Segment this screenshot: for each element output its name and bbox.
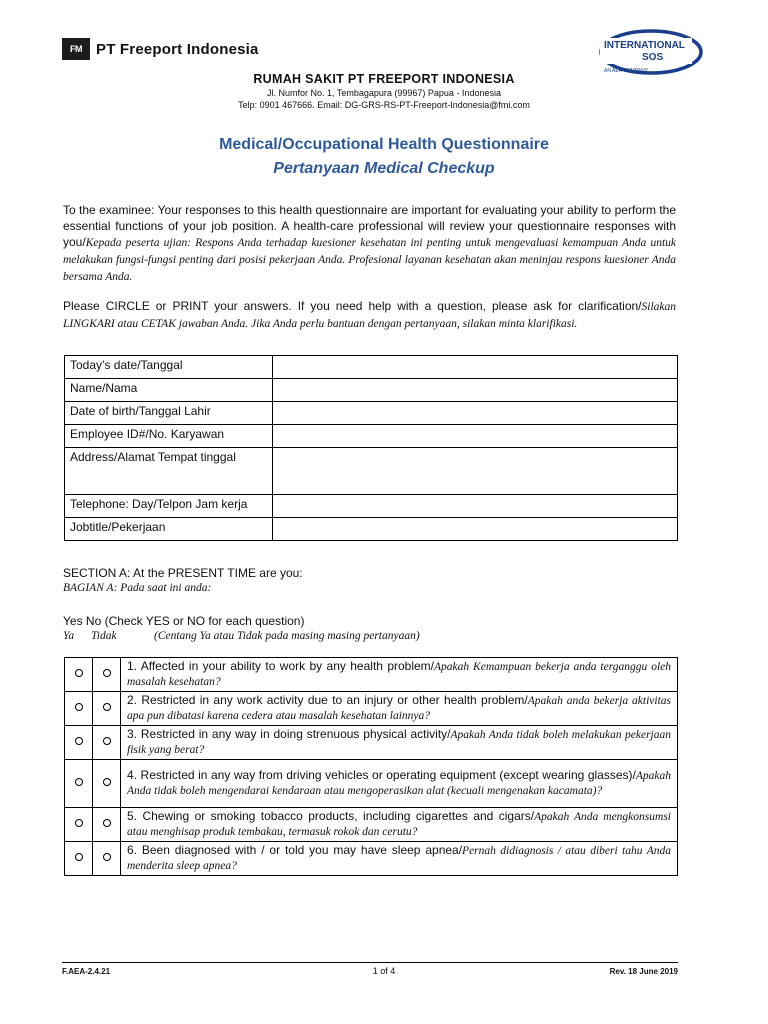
question-row-3 bbox=[65, 726, 678, 760]
circle-icon bbox=[75, 737, 83, 745]
sos-logo-line2: SOS bbox=[642, 52, 664, 63]
question-english: 2. Restricted in any work activity due to an injury or other health problem/ bbox=[127, 693, 528, 707]
circle-icon bbox=[75, 778, 83, 786]
circle-icon bbox=[75, 819, 83, 827]
freeport-logo bbox=[62, 38, 259, 60]
yes-checkbox-6[interactable] bbox=[65, 842, 93, 876]
info-value-date[interactable] bbox=[273, 356, 678, 379]
question-english: 4. Restricted in any way from driving vehicles or operating equipment (except wearing glasses)/ bbox=[127, 768, 636, 782]
question-row-1 bbox=[65, 658, 678, 692]
yes-checkbox-2[interactable] bbox=[65, 692, 93, 726]
info-row-employee-id bbox=[65, 425, 678, 448]
question-text-1 bbox=[121, 658, 678, 692]
instructions-english: Please CIRCLE or PRINT your answers. If you need help with a question, please ask for clarification/ bbox=[63, 299, 642, 313]
info-label: Date of birth/Tanggal Lahir bbox=[65, 402, 273, 425]
info-value-dob[interactable] bbox=[273, 402, 678, 425]
info-row-name bbox=[65, 379, 678, 402]
circle-icon bbox=[103, 819, 111, 827]
no-checkbox-5[interactable] bbox=[93, 808, 121, 842]
question-text-2 bbox=[121, 692, 678, 726]
sos-logo-tagline: AN AEA COMPANY bbox=[604, 68, 649, 74]
question-text-3 bbox=[121, 726, 678, 760]
question-english: 1. Affected in your ability to work by any health problem/ bbox=[127, 659, 435, 673]
info-row-address bbox=[65, 448, 678, 495]
section-a-english: SECTION A: At the PRESENT TIME are you: bbox=[63, 566, 303, 580]
yes-checkbox-1[interactable] bbox=[65, 658, 93, 692]
question-row-6 bbox=[65, 842, 678, 876]
intro-english: To the examinee: Your responses to this health questionnaire are important for evaluating your ability to perform the essential functions of your job position. A health-care professional will review your questionnaire responses with you/ bbox=[63, 203, 676, 249]
info-label: Today’s date/Tanggal bbox=[65, 356, 273, 379]
no-checkbox-6[interactable] bbox=[93, 842, 121, 876]
info-row-jobtitle bbox=[65, 518, 678, 541]
question-text-4 bbox=[121, 760, 678, 808]
info-row-telephone bbox=[65, 495, 678, 518]
question-row-2 bbox=[65, 692, 678, 726]
question-text-6 bbox=[121, 842, 678, 876]
document-subtitle: Pertanyaan Medical Checkup bbox=[273, 160, 495, 177]
question-row-4 bbox=[65, 760, 678, 808]
no-checkbox-2[interactable] bbox=[93, 692, 121, 726]
hospital-contact: Telp: 0901 467666. Email: DG-GRS-RS-PT-Freeport-Indonesia@fmi.com bbox=[238, 100, 530, 110]
info-value-address[interactable] bbox=[273, 448, 678, 495]
question-text-5 bbox=[121, 808, 678, 842]
hospital-address: Jl. Numfor No. 1, Tembagapura (99967) Papua - Indonesia bbox=[267, 88, 501, 98]
ya-label: Ya bbox=[63, 630, 75, 642]
section-a-indonesian: BAGIAN A: Pada saat ini anda: bbox=[63, 582, 212, 594]
question-indonesian: Apakah Anda tidak boleh mengendarai kendaraan atau mengoperasikan alat (kecuali mengenakan kacamata)? bbox=[127, 770, 671, 797]
circle-icon bbox=[75, 703, 83, 711]
hospital-name: RUMAH SAKIT PT FREEPORT INDONESIA bbox=[253, 72, 515, 86]
circle-icon bbox=[103, 669, 111, 677]
form-code: F.AEA-2.4.21 bbox=[62, 967, 111, 976]
yes-checkbox-5[interactable] bbox=[65, 808, 93, 842]
yes-no-instructions bbox=[63, 614, 420, 644]
question-english: 3. Restricted in any way in doing strenuous physical activity/ bbox=[127, 727, 451, 741]
info-label: Name/Nama bbox=[65, 379, 273, 402]
info-value-name[interactable] bbox=[273, 379, 678, 402]
circle-icon bbox=[103, 737, 111, 745]
question-indonesian: Pernah didiagnosis / atau diberi tahu Anda menderita sleep apnea? bbox=[127, 845, 671, 872]
info-value-telephone[interactable] bbox=[273, 495, 678, 518]
no-checkbox-1[interactable] bbox=[93, 658, 121, 692]
circle-icon bbox=[103, 703, 111, 711]
personal-info-table bbox=[64, 355, 678, 541]
circle-icon bbox=[75, 669, 83, 677]
question-indonesian: Apakah Anda mengkonsumsi atau menghisap produk tembakau, termasuk rokok dan cerutu? bbox=[127, 811, 671, 838]
circle-icon bbox=[75, 853, 83, 861]
info-label: Employee ID#/No. Karyawan bbox=[65, 425, 273, 448]
question-row-5 bbox=[65, 808, 678, 842]
freeport-logo-mark: FM bbox=[62, 38, 90, 60]
sos-logo-line1: INTERNATIONAL bbox=[604, 40, 685, 51]
instructions-paragraph bbox=[63, 298, 676, 332]
question-indonesian: Apakah Anda tidak boleh melakukan pekerjaan fisik yang berat? bbox=[127, 729, 671, 756]
no-checkbox-4[interactable] bbox=[93, 760, 121, 808]
question-english: 5. Chewing or smoking tobacco products, including cigarettes and cigars/ bbox=[127, 809, 535, 823]
info-value-employee-id[interactable] bbox=[273, 425, 678, 448]
section-a-heading bbox=[63, 566, 303, 596]
info-value-jobtitle[interactable] bbox=[273, 518, 678, 541]
question-indonesian: Apakah anda bekerja aktivitas apa pun dibatasi karena cedera atau masalah kesehatan lainnya? bbox=[127, 695, 672, 722]
footer-divider bbox=[62, 962, 678, 963]
yes-checkbox-4[interactable] bbox=[65, 760, 93, 808]
yes-no-english: Yes No (Check YES or NO for each question) bbox=[63, 614, 305, 628]
page-number: 1 of 4 bbox=[372, 966, 396, 976]
info-label: Jobtitle/Pekerjaan bbox=[65, 518, 273, 541]
info-row-dob bbox=[65, 402, 678, 425]
info-label: Address/Alamat Tempat tinggal bbox=[65, 448, 273, 495]
yes-no-indonesian: (Centang Ya atau Tidak pada masing masing pertanyaan) bbox=[154, 630, 420, 642]
revision-date: Rev. 18 June 2019 bbox=[609, 967, 678, 976]
info-row-date bbox=[65, 356, 678, 379]
freeport-logo-text: PT Freeport Indonesia bbox=[96, 40, 259, 58]
document-title: Medical/Occupational Health Questionnaire bbox=[219, 136, 549, 153]
question-indonesian: Apakah Kemampuan bekerja anda terganggu oleh masalah kesehatan? bbox=[127, 661, 671, 688]
yes-checkbox-3[interactable] bbox=[65, 726, 93, 760]
intro-indonesian: Kepada peserta ujian: Respons Anda terhadap kuesioner kesehatan ini penting untuk mengevaluasi kemampuan Anda untuk melakukan fungsi-fungsi penting dari posisi pekerjaan Anda. Profesional layanan kesehatan akan meninjau respons kuesioner Anda bersama Anda. bbox=[63, 237, 676, 283]
questions-table bbox=[64, 657, 678, 876]
circle-icon bbox=[103, 853, 111, 861]
no-checkbox-3[interactable] bbox=[93, 726, 121, 760]
info-label: Telephone: Day/Telpon Jam kerja bbox=[65, 495, 273, 518]
intro-paragraph bbox=[63, 202, 676, 285]
instructions-indonesian: Silakan LINGKARI atau CETAK jawaban Anda. Jika Anda perlu bantuan dengan pertanyaan, silakan minta klarifikasi. bbox=[63, 301, 676, 330]
question-english: 6. Been diagnosed with / or told you may have sleep apnea/ bbox=[127, 843, 463, 857]
circle-icon bbox=[103, 778, 111, 786]
tidak-label: Tidak bbox=[91, 630, 117, 642]
